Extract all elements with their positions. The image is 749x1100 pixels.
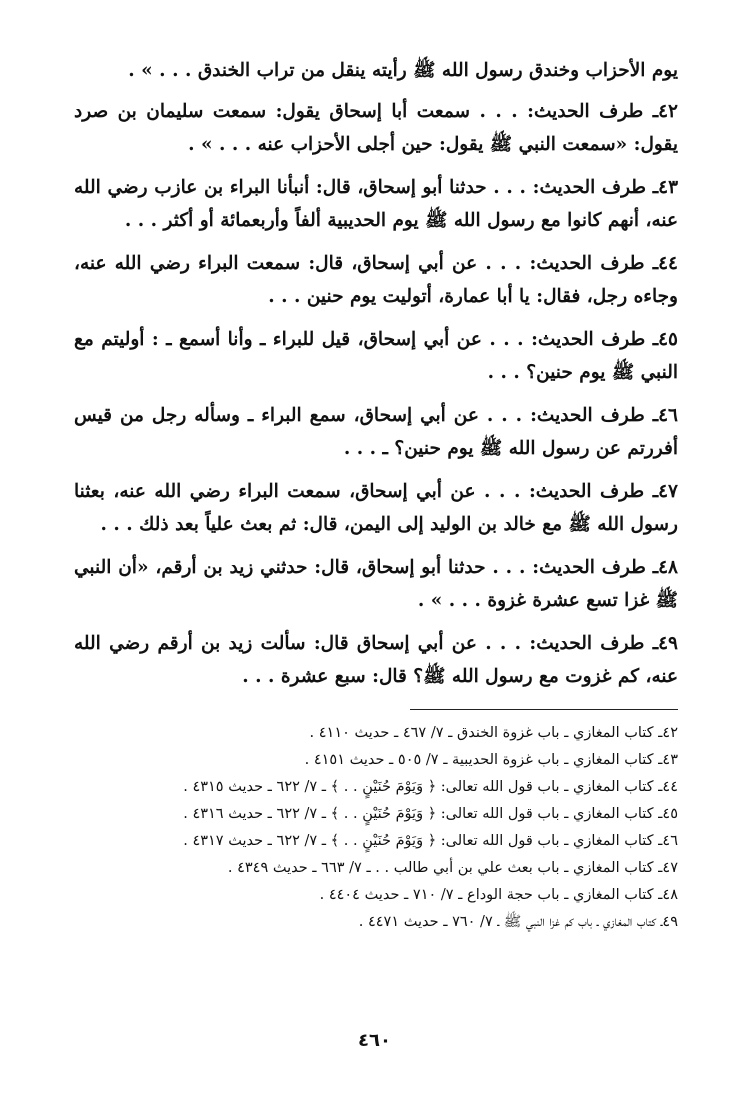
hadith-entry-46: [74, 399, 678, 465]
entry-paragraph: [74, 171, 678, 237]
entry-number: ٤٧ـ: [652, 481, 678, 502]
footnote-item: ٤٢ـ كتاب المغازي ـ باب غزوة الخندق ـ ٧/ ٤٦٧ ـ حديث ٤١١٠ .: [309, 725, 678, 741]
page-body: [74, 54, 678, 936]
entry-paragraph: [74, 475, 678, 541]
hadith-entry-42: [74, 95, 678, 161]
footnotes: [74, 720, 678, 936]
footnote-item: ٤٨ـ كتاب المغازي ـ باب حجة الوداع ـ ٧/ ٧١٠ ـ حديث ٤٤٠٤ .: [319, 887, 678, 903]
footnote-item: ٤٤ـ كتاب المغازي ـ باب قول الله تعالى: ﴿ وَيَوْمَ حُنَيْنٍ . . ﴾ ـ ٧/ ٦٢٢ ـ حديث ٤٣١٥ .: [183, 779, 678, 795]
hadith-entry-43: [74, 171, 678, 237]
footnote-separator: [410, 709, 678, 710]
hadith-entry-48: [74, 551, 678, 617]
entry-label: طرف الحديث:: [532, 177, 647, 198]
footnote-item: ٤٧ـ كتاب المغازي ـ باب بعث علي بن أبي طالب . . ـ ٧/ ٦٦٣ ـ حديث ٤٣٤٩ .: [227, 860, 678, 876]
entry-paragraph: [74, 95, 678, 161]
entry-text: . . . عن أبي إسحاق، قيل للبراء ـ وأنا أسمع ـ : أوليتم مع النبي ﷺ يوم حنين؟ . . .: [74, 329, 678, 383]
hadith-entry-47: [74, 475, 678, 541]
hadith-entry-44: [74, 247, 678, 313]
entry-number: ٤٥ـ: [652, 329, 678, 350]
hadith-entry-45: [74, 323, 678, 389]
footnote-item: ٤٣ـ كتاب المغازي ـ باب غزوة الحديبية ـ ٧/ ٥٠٥ ـ حديث ٤١٥١ .: [304, 752, 678, 768]
entry-number: ٤٩ـ: [652, 633, 678, 654]
footnote-item: ٤٥ـ كتاب المغازي ـ باب قول الله تعالى: ﴿ وَيَوْمَ حُنَيْنٍ . . ﴾ ـ ٧/ ٦٢٢ ـ حديث ٤٣١٦ .: [183, 806, 678, 822]
entry-text: . . . حدثنا أبو إسحاق، قال: حدثني زيد بن أرقم، «أن النبي ﷺ غزا تسع عشرة غزوة . . . » .: [74, 557, 678, 611]
footnote-item: ٤٩ـ كتاب المغازي ـ باب كم غزا النبي ﷺ ـ ٧/ ٧٦٠ ـ حديث ٤٤٧١ .: [358, 914, 678, 930]
entry-number: ٤٤ـ: [652, 253, 678, 274]
intro-line: يوم الأحزاب وخندق رسول الله ﷺ رأيته ينقل من تراب الخندق . . . » .: [128, 60, 678, 81]
entry-text: . . . عن أبي إسحاق، سمعت البراء رضي الله عنه، بعثنا رسول الله ﷺ مع خالد بن الوليد إلى اليمن، قال: ثم بعث علياً بعد ذلك . . .: [74, 481, 678, 535]
entry-label: طرف الحديث:: [530, 405, 645, 426]
entry-label: طرف الحديث:: [529, 633, 645, 654]
entry-number: ٤٢ـ: [652, 101, 678, 122]
entry-label: طرف الحديث:: [527, 101, 644, 122]
entry-paragraph: [74, 551, 678, 617]
entry-label: طرف الحديث:: [529, 253, 645, 274]
entry-paragraph: [74, 247, 678, 313]
entry-label: طرف الحديث:: [531, 329, 646, 350]
entry-paragraph: [74, 399, 678, 465]
hadith-entry-49: [74, 627, 678, 693]
entry-number: ٤٣ـ: [652, 177, 679, 198]
page-number: ٤٦٠: [358, 1030, 391, 1051]
entry-paragraph: [74, 323, 678, 389]
entry-text: . . . حدثنا أبو إسحاق، قال: أنبأنا البراء بن عازب رضي الله عنه، أنهم كانوا مع رسول الله ﷺ يوم الحديبية ألفاً وأربعمائة أو أكثر . . .: [74, 177, 678, 231]
entry-text: . . . عن أبي إسحاق قال: سألت زيد بن أرقم رضي الله عنه، كم غزوت مع رسول الله ﷺ؟ قال: سبع عشرة . . .: [74, 633, 678, 687]
entry-text: . . . عن أبي إسحاق، قال: سمعت البراء رضي الله عنه، وجاءه رجل، فقال: يا أبا عمارة، أتوليت يوم حنين . . .: [74, 253, 678, 307]
entry-text: . . . عن أبي إسحاق، سمع البراء ـ وسأله رجل من قيس أفررتم عن رسول الله ﷺ يوم حنين؟ ـ . . .: [74, 405, 678, 459]
entry-label: طرف الحديث:: [528, 481, 645, 502]
entry-label: طرف الحديث:: [532, 557, 646, 578]
entry-text: . . . سمعت أبا إسحاق يقول: سمعت سليمان بن صرد يقول: «سمعت النبي ﷺ يقول: حين أجلى الأحزاب عنه . . . » .: [74, 101, 678, 155]
footnote-item: ٤٦ـ كتاب المغازي ـ باب قول الله تعالى: ﴿ وَيَوْمَ حُنَيْنٍ . . ﴾ ـ ٧/ ٦٢٢ ـ حديث ٤٣١٧ .: [183, 833, 678, 849]
entry-number: ٤٦ـ: [652, 405, 678, 426]
entry-paragraph: [74, 627, 678, 693]
entry-number: ٤٨ـ: [652, 557, 678, 578]
